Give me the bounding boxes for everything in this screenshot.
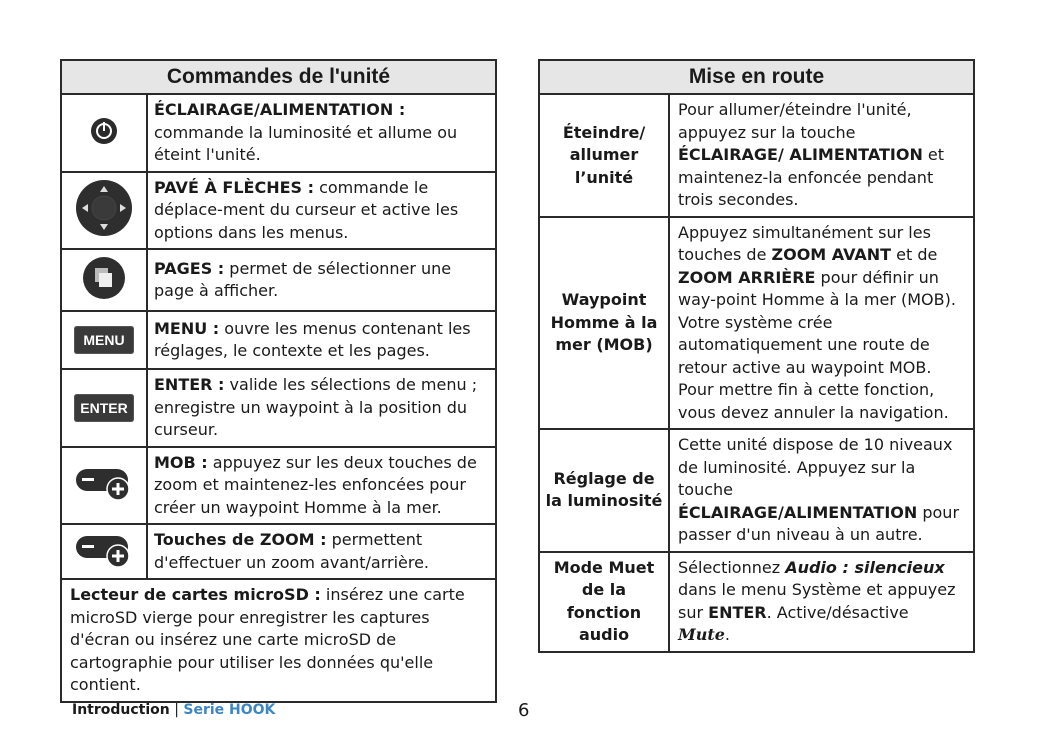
unit-controls-title: Commandes de l'unité	[61, 60, 496, 94]
unit-controls-table	[60, 59, 497, 703]
power-icon	[89, 116, 119, 146]
arrow-pad-icon-cell	[61, 172, 147, 250]
menu-icon-cell	[61, 311, 147, 369]
pages-icon	[82, 256, 126, 300]
enter-button-icon: ENTER	[74, 394, 134, 422]
mob-description: MOB : appuyez sur les deux touches de zoom et maintenez-les enfoncées pour créer un waypoint Homme à la mer.	[147, 447, 496, 525]
microsd-description: Lecteur de cartes microSD : insérez une carte microSD vierge pour enregistrer les captures d'écran ou insérez une carte microSD de cartographie pour utiliser les données qu'elle contient.	[61, 579, 496, 702]
mob-waypoint-label: Waypoint Homme à la mer (MOB)	[539, 217, 669, 430]
zoom-description: Touches de ZOOM : permettent d'effectuer un zoom avant/arrière.	[147, 524, 496, 579]
menu-button-icon: MENU	[74, 326, 134, 354]
pages-icon-cell	[61, 249, 147, 311]
power-onoff-description: Pour allumer/éteindre l'unité, appuyez sur la touche ÉCLAIRAGE/ ALIMENTATION et maintenez-la enfoncée pendant trois secondes.	[669, 94, 974, 217]
getting-started-title: Mise en route	[539, 60, 974, 94]
arrow-pad-description: PAVÉ À FLÈCHES : commande le déplace-ment du curseur et active les options dans les menus.	[147, 172, 496, 250]
mob-waypoint-description: Appuyez simultanément sur les touches de ZOOM AVANT et de ZOOM ARRIÈRE pour définir un way-point Homme à la mer (MOB). Votre système crée automatiquement une route de retour active au waypoint MOB. Pour mettre fin à cette fonction, vous devez annuler la navigation.	[669, 217, 974, 430]
enter-icon-cell	[61, 369, 147, 447]
mute-label: Mode Muet de la fonction audio	[539, 552, 669, 652]
enter-description: ENTER : valide les sélections de menu ; enregistre un waypoint à la position du curseur.	[147, 369, 496, 447]
zoom-keys-icon	[74, 532, 134, 568]
page-number: 6	[518, 700, 530, 721]
zoom-icon-cell	[61, 524, 147, 579]
power-description: ÉCLAIRAGE/ALIMENTATION : commande la luminosité et allume ou éteint l'unité.	[147, 94, 496, 172]
pages-description: PAGES : permet de sélectionner une page à afficher.	[147, 249, 496, 311]
power-onoff-label: Éteindre/ allumer l’unité	[539, 94, 669, 217]
menu-description: MENU : ouvre les menus contenant les réglages, le contexte et les pages.	[147, 311, 496, 369]
mute-description: Sélectionnez Audio : silencieux dans le menu Système et appuyez sur ENTER. Active/désactive Mute.	[669, 552, 974, 652]
power-icon-cell	[61, 94, 147, 172]
mob-icon-cell	[61, 447, 147, 525]
getting-started-table	[538, 59, 975, 653]
arrow-pad-icon	[74, 178, 134, 238]
brightness-label: Réglage de la luminosité	[539, 429, 669, 552]
brightness-description: Cette unité dispose de 10 niveaux de luminosité. Appuyez sur la touche ÉCLAIRAGE/ALIMENTATION pour passer d'un niveau à un autre.	[669, 429, 974, 552]
zoom-keys-icon	[74, 465, 134, 501]
footer-section: Introduction | Serie HOOK	[72, 702, 276, 718]
series-name: Serie HOOK	[183, 702, 276, 718]
